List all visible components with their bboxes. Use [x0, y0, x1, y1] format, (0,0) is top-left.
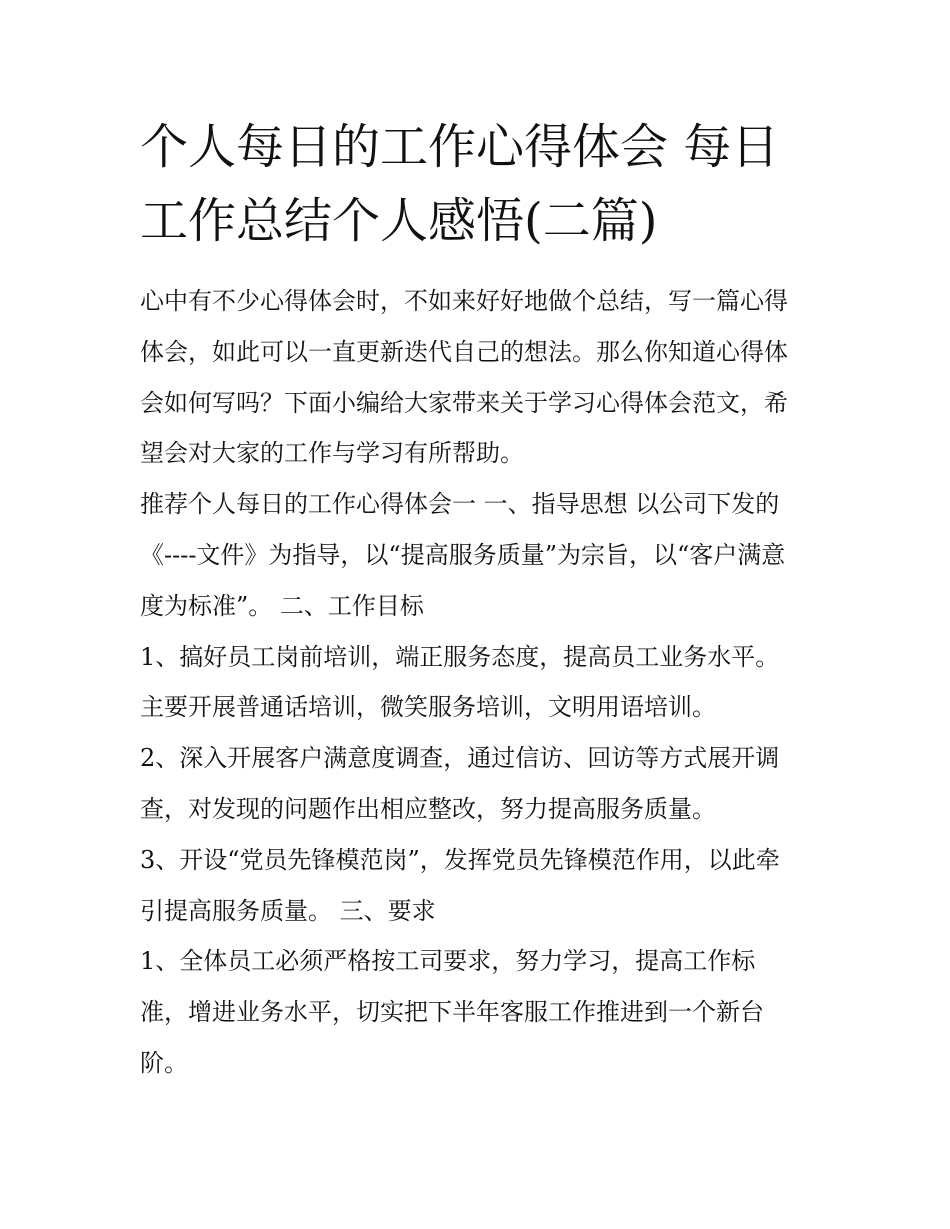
body-line: 阶。	[140, 1048, 188, 1077]
document-title	[140, 110, 820, 258]
body-line: 体会，如此可以一直更新迭代自己的想法。那么你知道心得体	[140, 337, 788, 366]
body-line: 准，增进业务水平，切实把下半年客服工作推进到一个新台	[140, 998, 764, 1027]
body-line: 1、搞好员工岗前培训，端正服务态度，提高员工业务水平。	[140, 642, 780, 671]
title-line: 工作总结个人感悟(二篇)	[140, 193, 658, 249]
body-line: 推荐个人每日的工作心得体会一 一、指导思想 以公司下发的	[140, 490, 780, 519]
body-line: 1、全体员工必须严格按工司要求，努力学习，提高工作标	[140, 947, 756, 976]
body-line: 主要开展普通话培训，微笑服务培训，文明用语培训。	[140, 693, 716, 722]
body-line: 心中有不少心得体会时，不如来好好地做个总结，写一篇心得	[140, 287, 788, 315]
document-body	[140, 276, 820, 1089]
body-line: 2、深入开展客户满意度调查，通过信访、回访等方式展开调	[140, 744, 780, 773]
body-line: 查，对发现的问题作出相应整改，努力提高服务质量。	[140, 794, 716, 823]
title-line: 个人每日的工作心得体会 每日	[140, 119, 780, 175]
body-line: 会如何写吗？下面小编给大家带来关于学习心得体会范文，希	[140, 388, 788, 417]
body-line: 望会对大家的工作与学习有所帮助。	[140, 439, 524, 468]
body-line: 引提高服务质量。 三、要求	[140, 896, 436, 925]
body-line: 《----文件》为指导，以“提高服务质量”为宗旨，以“客户满意	[140, 540, 786, 569]
body-line: 度为标准”。 二、工作目标	[140, 591, 424, 620]
body-line: 3、开设“党员先锋模范岗”，发挥党员先锋模范作用，以此牵	[140, 845, 780, 874]
